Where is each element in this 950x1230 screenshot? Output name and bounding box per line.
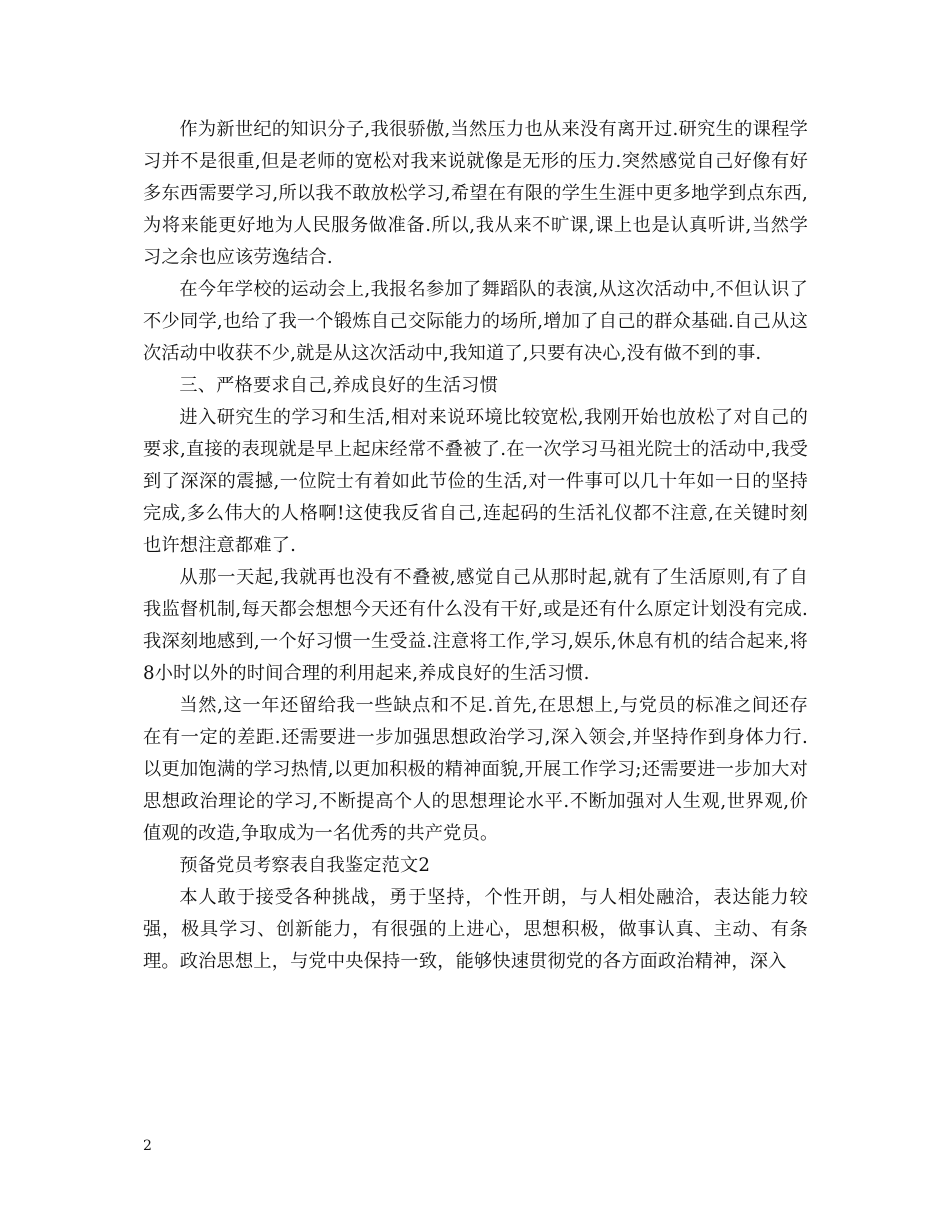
page-number: 2 bbox=[143, 1138, 152, 1154]
paragraph-lifestyle: 进入研究生的学习和生活,相对来说环境比较宽松,我刚开始也放松了对自己的要求,直接的表现就是早上起床经常不叠被了.在一次学习马祖光院士的活动中,我受到了深深的震撼,一位院士有着如此节俭的生活,对一件事可以几十年如一日的坚持完成,多么伟大的人格啊!这使我反省自己,连起码的生活礼仪都不注意,在关键时刻也许想注意都难了. bbox=[143, 407, 808, 556]
paragraph-shortcomings: 当然,这一年还留给我一些缺点和不足.首先,在思想上,与党员的标准之间还存在有一定的差距.还需要进一步加强思想政治学习,深入领会,并坚持作到身体力行.以更加饱满的学习热情,以更加积极的精神面貌,开展工作学习;还需要进一步加大对思想政治理论的学习,不断提高个人的思想理论水平.不断加强对人生观,世界观,价值观的改造,争取成为一名优秀的共产党员。 bbox=[143, 695, 808, 844]
section-heading-habits: 三、严格要求自己,养成良好的生活习惯 bbox=[179, 375, 498, 396]
paragraph-sports-meet: 在今年学校的运动会上,我报名参加了舞蹈队的表演,从这次活动中,不但认识了不少同学,也给了我一个锻炼自己交际能力的场所,增加了自己的群众基础.自己从这次活动中收获不少,就是从这次活动中,我知道了,只要有决心,没有做不到的事. bbox=[143, 279, 808, 364]
paragraph-study: 作为新世纪的知识分子,我很骄傲,当然压力也从来没有离开过.研究生的课程学习并不是很重,但是老师的宽松对我来说就像是无形的压力.突然感觉自己好像有好多东西需要学习,所以我不敢放松学习,希望在有限的学生生涯中更多地学到点东西,为将来能更好地为人民服务做准备.所以,我从来不旷课,课上也是认真听讲,当然学习之余也应该劳逸结合. bbox=[143, 119, 808, 268]
section-heading-sample-2: 预备党员考察表自我鉴定范文2 bbox=[179, 855, 431, 876]
paragraph-self-discipline: 从那一天起,我就再也没有不叠被,感觉自己从那时起,就有了生活原则,有了自我监督机制,每天都会想想今天还有什么没有干好,或是还有什么原定计划没有完成.我深刻地感到,一个好习惯一生受益.注意将工作,学习,娱乐,休息有机的结合起来,将8小时以外的时间合理的利用起来,养成良好的生活习惯. bbox=[143, 567, 808, 684]
document-body bbox=[143, 114, 808, 978]
paragraph-self-assessment: 本人敢于接受各种挑战，勇于坚持，个性开朗，与人相处融洽，表达能力较强，极具学习、创新能力，有很强的上进心，思想积极，做事认真、主动、有条理。政治思想上，与党中央保持一致，能够快速贯彻党的各方面政治精神，深入 bbox=[143, 887, 808, 972]
